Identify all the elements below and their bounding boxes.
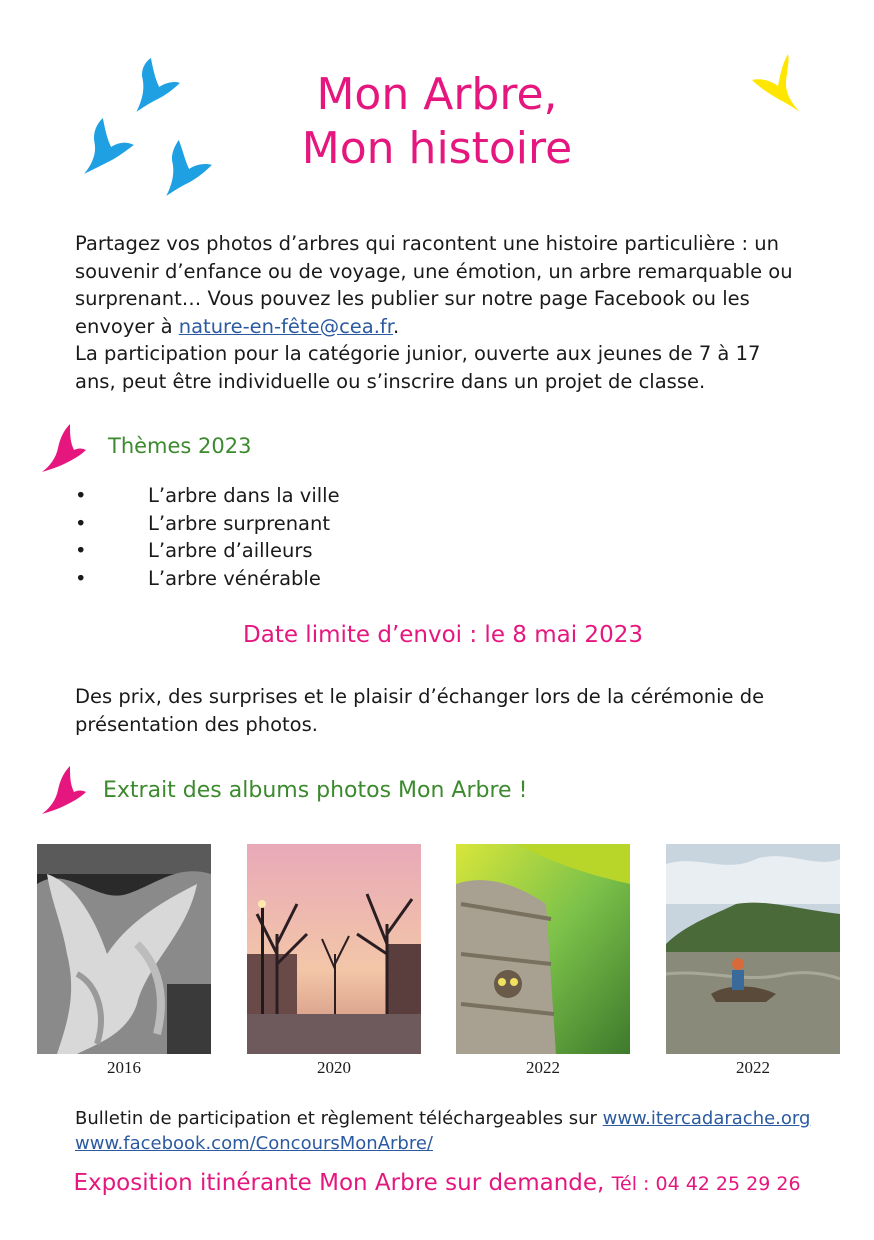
city-street-photo: [247, 844, 421, 1054]
deadline-text: Date limite d’envoi : le 8 mai 2023: [243, 622, 643, 648]
albums-heading: Extrait des albums photos Mon Arbre !: [103, 778, 528, 803]
exposition-text: Exposition itinérante Mon Arbre sur demande, Tél : 04 42 25 29 26: [73, 1170, 801, 1196]
flyer-page: Mon Arbre, Mon histoire Partagez vos photos d’arbres qui racontent une histoire particulière : un souvenir d’enfance ou de voyage, une émotion, un arbre remarquable ou surprenant… Vous pouvez les publier sur notre page Facebook ou les envoyer à nature-en-fête@cea.fr. La participation pour la catégorie junior, ouverte aux jeunes de 7 à 17 ans, peut être individuelle ou s’inscrire dans un projet de classe. Thèmes 2023 • L’arbre dans la ville • L’arbre surprenant • L’arbre d’ailleurs • L’arbre vénérable Date limite d’envoi : le 8 mai 2023 Des prix, des surprises et le plaisir d’échanger lors de la cérémonie de présentation des photos. Extrait des albums photos Mon Arbre ! 2016 2020 2022 2022 Bulletin de participation et règlement téléchargeables sur www.itercadarache.org www.facebook.com/ConcoursMonArbre/ Exposition itinérante Mon Arbre sur demande, Tél : 04 42 25 29 26: [0, 0, 874, 1240]
photo-2022-owl: [456, 844, 630, 1054]
intro-text: Partagez vos photos d’arbres qui racontent une histoire particulière : un souvenir d’enfance ou de voyage, une émotion, un arbre remarquable ou surprenant… Vous pouvez les publier sur notre page Facebook ou les envoyer à: [75, 232, 793, 338]
email-link[interactable]: nature-en-fête@cea.fr: [178, 314, 394, 338]
facebook-link[interactable]: www.facebook.com/ConcoursMonArbre/: [75, 1133, 433, 1154]
river-photo: [666, 844, 840, 1054]
driftwood-photo: [37, 844, 211, 1054]
themes-heading: Thèmes 2023: [108, 434, 252, 458]
photo-2022-river: [666, 844, 840, 1054]
photo-2020: [247, 844, 421, 1054]
photo-year: 2016: [107, 1058, 141, 1077]
magenta-bird-icon: [40, 424, 86, 474]
intro-paragraph: Partagez vos photos d’arbres qui racontent une histoire particulière : un souvenir d’enfance ou de voyage, une émotion, un arbre remarquable ou surprenant… Vous pouvez les publier sur notre page Facebook ou les envoyer à nature-en-fête@cea.fr. La participation pour la catégorie junior, ouverte aux jeunes de 7 à 17 ans, peut être individuelle ou s’inscrire dans un projet de classe.: [75, 232, 793, 393]
owl-in-tree-photo: [456, 844, 630, 1054]
page-title: [0, 68, 874, 176]
photo-year: 2022: [736, 1058, 770, 1077]
photo-year: 2020: [317, 1058, 351, 1077]
title-line-1: Mon Arbre,: [316, 69, 558, 120]
bulletin-text: Bulletin de participation et règlement téléchargeables sur www.itercadarache.org www.facebook.com/ConcoursMonArbre/: [75, 1108, 811, 1154]
prizes-text: Des prix, des surprises et le plaisir d’échanger lors de la cérémonie de présentation des photos.: [75, 685, 765, 736]
title-line-2: Mon histoire: [301, 123, 573, 174]
magenta-bird-icon: [40, 766, 86, 816]
photo-year: 2022: [526, 1058, 560, 1077]
website-link[interactable]: www.itercadarache.org: [602, 1108, 811, 1129]
junior-text: La participation pour la catégorie junior, ouverte aux jeunes de 7 à 17 ans, peut être individuelle ou s’inscrire dans un projet de classe.: [75, 342, 761, 393]
telephone: Tél : 04 42 25 29 26: [611, 1173, 801, 1195]
photo-2016: [37, 844, 211, 1054]
